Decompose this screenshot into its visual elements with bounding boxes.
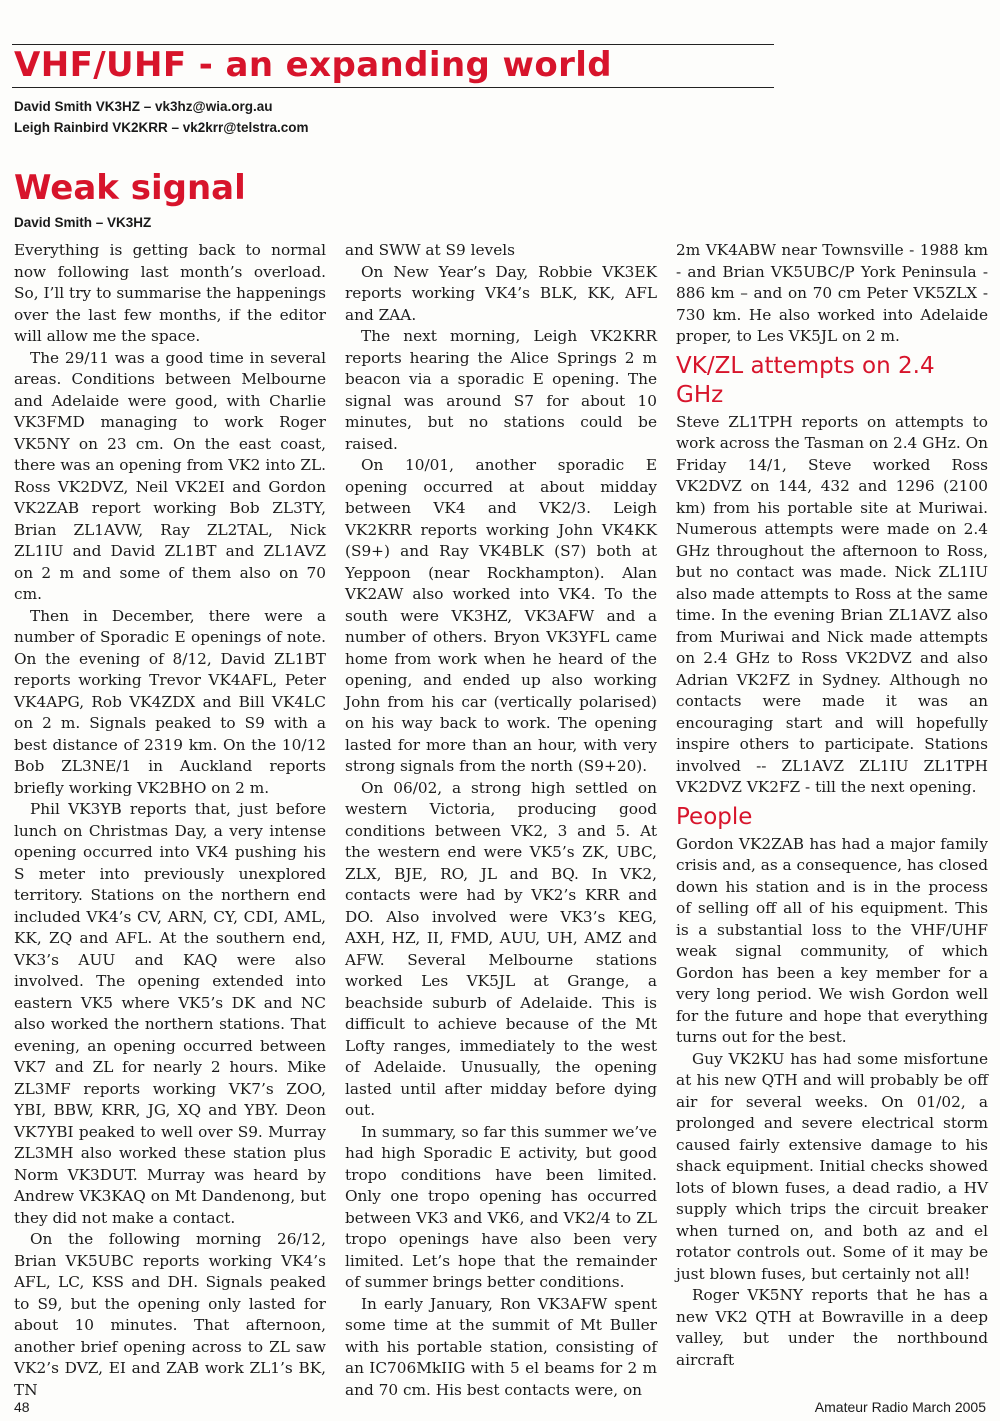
text-column-2 xyxy=(345,240,657,1401)
column-banner-title: VHF/UHF - an expanding world xyxy=(14,45,613,85)
paragraph: On 10/01, another sporadic E opening occurred at about midday between VK4 and VK2/3. Leigh VK2KRR reports working John VK4KK (S9+) and Ray VK4BLK (S7) both at Yeppoon (near Rockhampton). Alan VK2AW also worked into VK4. To the south were VK3HZ, VK3AFW and a number of others. Bryon VK3YFL came home from work when he heard of the opening, and ended up also working John from his car (vertically polarised) on his way back to work. The opening lasted for more than an hour, with very strong signals from the north (S9+20). xyxy=(345,456,657,775)
paragraph: On New Year’s Day, Robbie VK3EK reports working VK4’s BLK, KK, AFL and ZAA. xyxy=(345,262,657,324)
paragraph: Everything is getting back to normal now following last month’s overload. So, I’ll try to summarise the happenings over the last few months, if the editor will allow me the space. xyxy=(14,241,326,345)
header-rule-bottom xyxy=(12,87,774,88)
paragraph: The 29/11 was a good time in several areas. Conditions between Melbourne and Adelaide were good, with Charlie VK3FMD managing to work Roger VK5NY on 23 cm. On the east coast, there was an opening from VK2 into ZL. Ross VK2DVZ, Neil VK2EI and Gordon VK2ZAB report working Bob ZL3TY, Brian ZL1AVW, Ray ZL2TAL, Nick ZL1IU and David ZL1BT and ZL1AVZ on 2 m and some of them also on 70 cm. xyxy=(14,348,326,603)
article-title: Weak signal xyxy=(14,168,246,208)
publication-footer: Amateur Radio March 2005 xyxy=(814,1399,986,1415)
paragraph: In summary, so far this summer we’ve had high Sporadic E activity, but good tropo conditions have been limited. Only one tropo opening has occurred between VK3 and VK6, and VK2/4 to ZL tropo openings have also been very limited. Let’s hope that the remainder of summer brings better conditions. xyxy=(345,1122,657,1291)
paragraph: Gordon VK2ZAB has had a major family crisis and, as a consequence, has closed down his station and is in the process of selling off all of his equipment. This is a substantial loss to the VHF/UHF weak signal community, of which Gordon has been a key member for a very long period. We wish Gordon well for the future and hope that everything turns out for the best. xyxy=(676,834,989,1046)
paragraph: On 06/02, a strong high settled on western Victoria, producing good conditions between VK2, 3 and 5. At the western end were VK5’s ZK, UBC, ZLX, BJE, RO, JL and BQ. In VK2, contacts were had by VK2’s KRR and DO. Also involved were VK3’s KEG, AXH, HZ, II, FMD, AUU, UH, AMZ and AFW. Several Melbourne stations worked Les VK5JL at Grange, a beachside suburb of Adelaide. This is difficult to achieve because of the Mt Lofty ranges, immediately to the west of Adelaide. Unusually, the opening lasted until after midday before dying out. xyxy=(345,778,657,1119)
column-authors xyxy=(14,96,309,138)
author-line-2: Leigh Rainbird VK2KRR – vk2krr@telstra.com xyxy=(14,120,309,135)
section-heading-vkzl: VK/ZL attempts on 2.4 GHz xyxy=(676,352,935,408)
paragraph: In early January, Ron VK3AFW spent some time at the summit of Mt Buller with his portable station, consisting of an IC706MkIIG with 5 el beams for 2 m and 70 cm. His best contacts were, on xyxy=(345,1294,657,1399)
paragraph: On the following morning 26/12, Brian VK5UBC reports working VK4’s AFL, LC, KSS and DH. Signals peaked to S9, but the opening only lasted for about 10 minutes. That afternoon, another brief opening across to ZL saw VK2’s DVZ, EI and ZAB work ZL1’s BK, TN xyxy=(14,1230,326,1399)
paragraph: and SWW at S9 levels xyxy=(345,241,515,259)
article-byline: David Smith – VK3HZ xyxy=(14,215,152,230)
paragraph: Phil VK3YB reports that, just before lunch on Christmas Day, a very intense opening occurred into VK4 pushing his S meter into previously unexplored territory. Stations on the northern end included VK4’s CV, ARN, CY, CDI, AML, KK, ZQ and AFL. At the southern end, VK3’s AUU and KAQ were also involved. The opening extended into eastern VK5 where VK5’s DK and NC also worked the northern stations. That evening, an opening occurred between VK7 and ZL for nearly 2 hours. Mike ZL3MF reports working VK7’s ZOO, YBI, BBW, KRR, JG, XQ and YBY. Deon VK7YBI peaked to well over S9. Murray ZL3MH also worked these station plus Norm VK3DUT. Murray was heard by Andrew VK3KAQ on Mt Dandenong, but they did not make a contact. xyxy=(14,800,326,1227)
page-number: 48 xyxy=(14,1399,30,1415)
section-heading-people: People xyxy=(676,803,753,830)
paragraph: Then in December, there were a number of Sporadic E openings of note. On the evening of 8/12, David ZL1BT reports working Trevor VK4AFL, Peter VK4APG, Rob VK4ZDX and Bill VK4LC on 2 m. Signals peaked to S9 with a best distance of 2319 km. On the 10/12 Bob ZL3NE/1 in Auckland reports briefly working VK2BHO on 2 m. xyxy=(14,606,326,797)
author-line-1: David Smith VK3HZ – vk3hz@wia.org.au xyxy=(14,99,273,114)
paragraph: 2m VK4ABW near Townsville - 1988 km - and Brian VK5UBC/P York Peninsula - 886 km – and on 70 cm Peter VK5ZLX - 730 km. He also worked into Adelaide proper, to Les VK5JL on 2 m. xyxy=(676,241,988,345)
paragraph: Roger VK5NY reports that he has a new VK2 QTH at Bowraville in a deep valley, but under the northbound aircraft xyxy=(676,1286,988,1369)
paragraph: The next morning, Leigh VK2KRR reports hearing the Alice Springs 2 m beacon via a sporadic E opening. The signal was around S7 for about 10 minutes, but no stations could be raised. xyxy=(345,327,657,453)
text-column-3 xyxy=(676,240,988,1371)
paragraph: Guy VK2KU has had some misfortune at his new QTH and will probably be off air for several weeks. On 01/02, a prolonged and severe electrical storm caused fairly extensive damage to his shack equipment. Initial checks showed lots of blown fuses, a dead radio, a HV supply which trips the circuit breaker when turned on, and both az and el rotator controls out. Some of it may be just blown fuses, but certainly not all! xyxy=(676,1049,988,1283)
paragraph: Steve ZL1TPH reports on attempts to work across the Tasman on 2.4 GHz. On Friday 14/1, Steve worked Ross VK2DVZ on 144, 432 and 1296 (2100 km) from his portable site at Muriwai. Numerous attempts were made on 2.4 GHz throughout the afternoon to Ross, but no contact was made. Nick ZL1IU also made attempts to Ross at the same time. In the evening Brian ZL1AVZ also from Muriwai and Nick made attempts on 2.4 GHz to Ross VK2DVZ and also Adrian VK2FZ in Sydney. Although no contacts were made it was an encouraging start and will hopefully inspire others to participate. Stations involved -- ZL1AVZ ZL1IU ZL1TPH VK2DVZ VK2FZ - till the next opening. xyxy=(676,412,988,796)
text-column-1 xyxy=(14,240,326,1401)
